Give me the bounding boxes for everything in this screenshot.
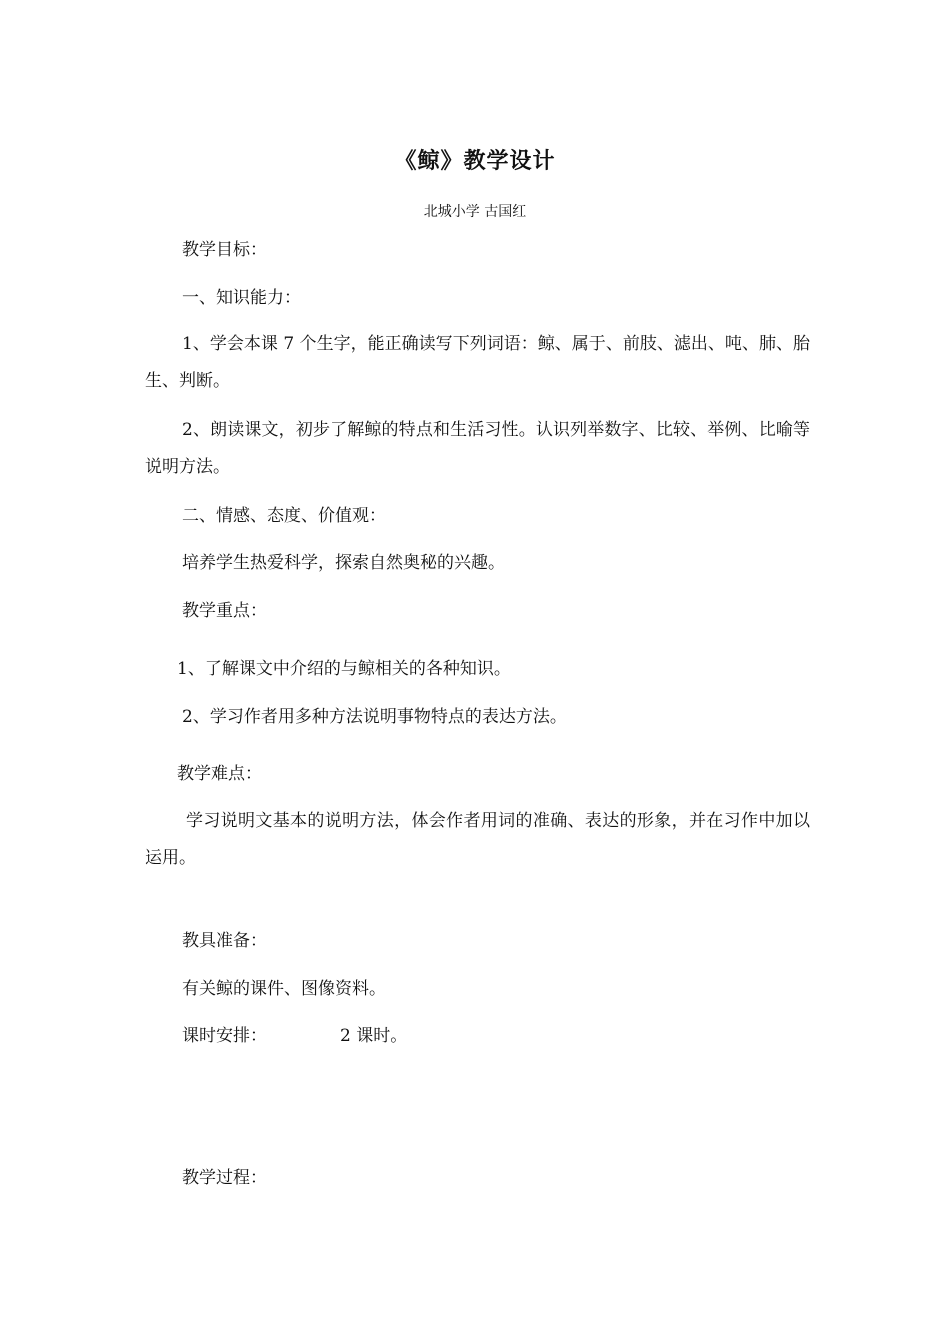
- section1-heading: 一、知识能力：: [182, 288, 301, 308]
- difficulty-heading: 教学难点：: [177, 764, 262, 784]
- key-points-heading: 教学重点：: [182, 601, 267, 621]
- difficulty-text: 学习说明文基本的说明方法，体会作者用词的准确、表达的形象，并在习作中加以运用。: [145, 811, 810, 868]
- process-heading: 教学过程：: [182, 1168, 267, 1188]
- materials-heading: 教具准备：: [182, 931, 267, 951]
- schedule-value: 2 课时。: [340, 1026, 408, 1046]
- materials-text: 有关鲸的课件、图像资料。: [182, 979, 386, 999]
- goal-item-2: 2、朗读课文，初步了解鲸的特点和生活习性。认识列举数字、比较、举例、比喻等说明方法。: [145, 420, 810, 477]
- key-point-2: 2、学习作者用多种方法说明事物特点的表达方法。: [182, 707, 567, 727]
- section2-text: 培养学生热爱科学，探索自然奥秘的兴趣。: [182, 553, 505, 573]
- key-point-1: 1、了解课文中介绍的与鲸相关的各种知识。: [177, 659, 511, 679]
- goal-item-1: 1、学会本课 7 个生字，能正确读写下列词语：鲸、属于、前肢、滤出、吨、肺、胎生、判断。: [145, 334, 810, 391]
- author-line: 北城小学 古国红: [423, 204, 527, 220]
- goals-heading: 教学目标：: [182, 240, 267, 260]
- schedule-label: 课时安排：: [182, 1026, 267, 1046]
- section2-heading: 二、情感、态度、价值观：: [182, 506, 386, 526]
- document-title: 《鲸》教学设计: [394, 149, 556, 174]
